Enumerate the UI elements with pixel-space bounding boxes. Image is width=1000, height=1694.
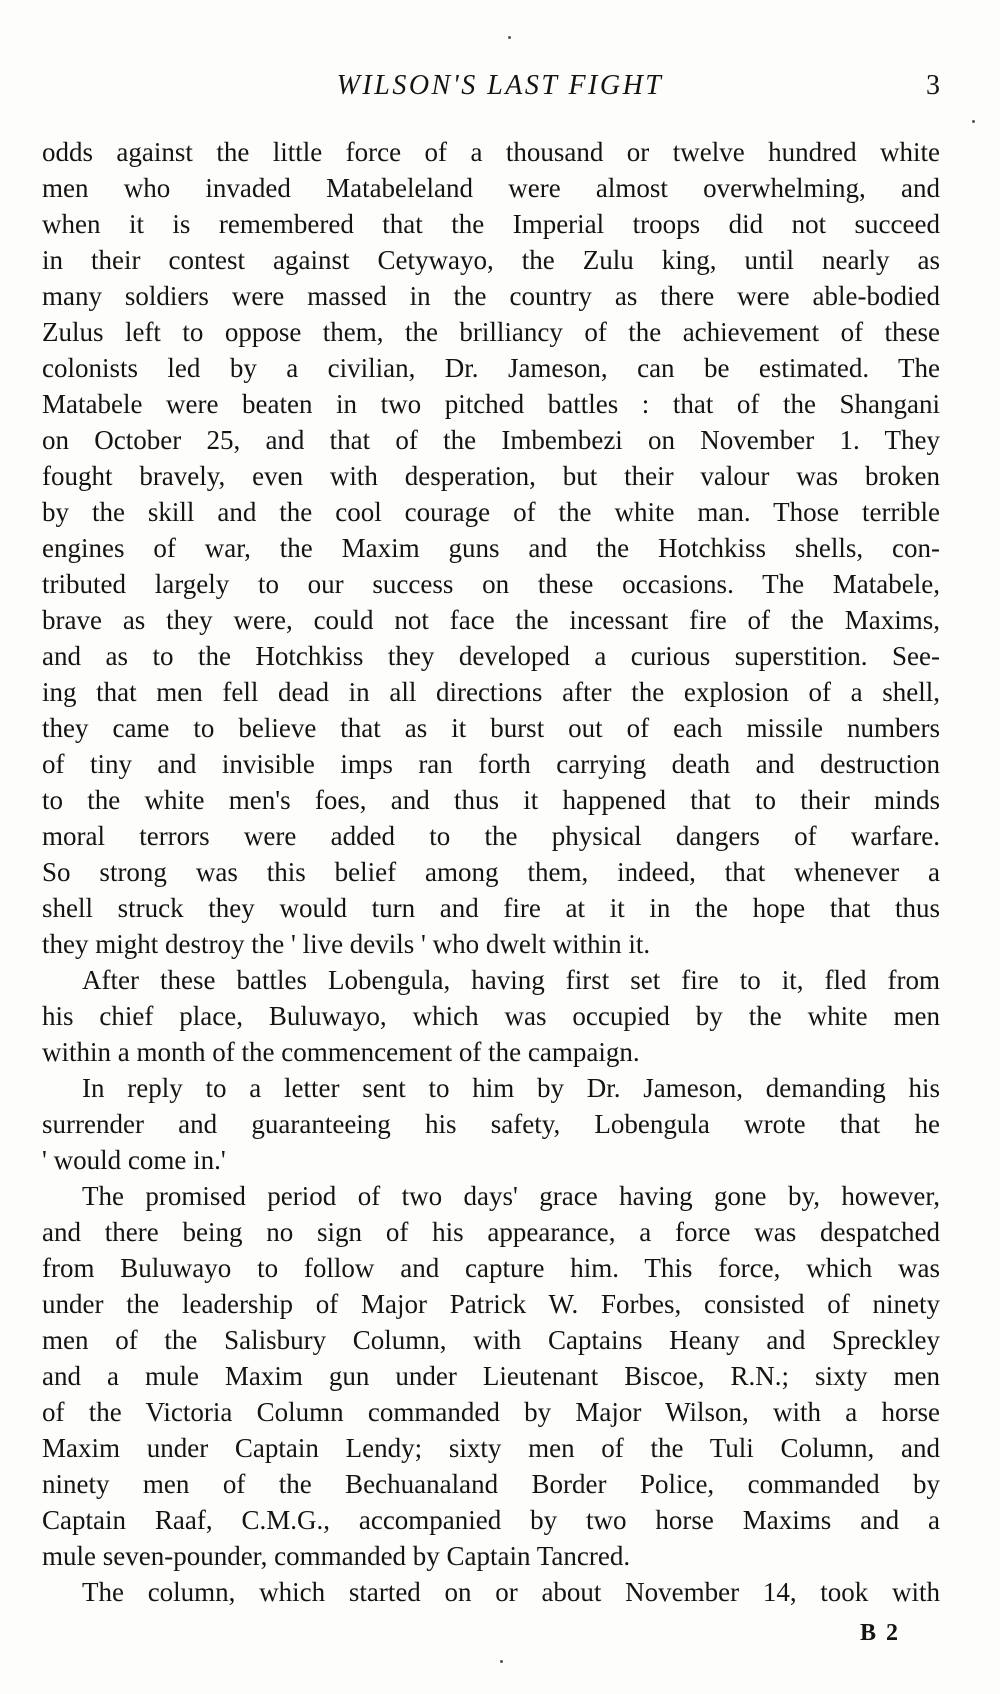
- text-line: by the skill and the cool courage of the white man. Those terrible: [42, 497, 940, 527]
- text-line: tributed largely to our success on these occasions. The Matabele,: [42, 569, 940, 599]
- paper-speck: [508, 36, 511, 39]
- text-line: fought bravely, even with desperation, but their valour was broken: [42, 461, 940, 491]
- text-line: from Buluwayo to follow and capture him. This force, which was: [42, 1253, 940, 1283]
- text-line: of tiny and invisible imps ran forth carrying death and destruction: [42, 749, 940, 779]
- body-text: [42, 134, 940, 1610]
- text-line: Zulus left to oppose them, the brilliancy of the achievement of these: [42, 317, 940, 347]
- text-line: ninety men of the Bechuanaland Border Police, commanded by: [42, 1469, 940, 1499]
- text-line: many soldiers were massed in the country as there were able-bodied: [42, 281, 940, 311]
- text-line: men who invaded Matabeleland were almost overwhelming, and: [42, 173, 940, 203]
- paper-speck: [972, 120, 975, 123]
- text-line: In reply to a letter sent to him by Dr. Jameson, demanding his: [82, 1073, 940, 1103]
- text-line: colonists led by a civilian, Dr. Jameson, can be estimated. The: [42, 353, 940, 383]
- text-line: Maxim under Captain Lendy; sixty men of the Tuli Column, and: [42, 1433, 940, 1463]
- text-line: odds against the little force of a thousand or twelve hundred white: [42, 137, 940, 167]
- text-line: his chief place, Buluwayo, which was occupied by the white men: [42, 1001, 940, 1031]
- text-line: they might destroy the ' live devils ' who dwelt within it.: [42, 929, 651, 959]
- running-head: [0, 70, 1000, 110]
- text-line: mule seven-pounder, commanded by Captain Tancred.: [42, 1541, 631, 1571]
- text-line: and there being no sign of his appearance, a force was despatched: [42, 1217, 940, 1247]
- text-line: ' would come in.': [42, 1145, 226, 1175]
- text-line: ing that men fell dead in all directions after the explosion of a shell,: [42, 677, 940, 707]
- text-line: moral terrors were added to the physical dangers of warfare.: [42, 821, 940, 851]
- text-line: they came to believe that as it burst out of each missile numbers: [42, 713, 940, 743]
- page-number: 3: [926, 70, 940, 101]
- text-line: to the white men's foes, and thus it happened that to their minds: [42, 785, 940, 815]
- text-line: under the leadership of Major Patrick W. Forbes, consisted of ninety: [42, 1289, 940, 1319]
- text-line: when it is remembered that the Imperial troops did not succeed: [42, 209, 940, 239]
- paper-speck: [500, 1660, 503, 1663]
- text-line: on October 25, and that of the Imbembezi on November 1. They: [42, 425, 940, 455]
- text-line: Matabele were beaten in two pitched battles : that of the Shangani: [42, 389, 940, 419]
- text-line: brave as they were, could not face the incessant fire of the Maxims,: [42, 605, 940, 635]
- text-line: within a month of the commencement of the campaign.: [42, 1037, 640, 1067]
- text-line: shell struck they would turn and fire at it in the hope that thus: [42, 893, 940, 923]
- text-line: and a mule Maxim gun under Lieutenant Biscoe, R.N.; sixty men: [42, 1361, 940, 1391]
- text-line: The column, which started on or about November 14, took with: [82, 1577, 940, 1607]
- running-title: WILSON'S LAST FIGHT: [336, 70, 664, 101]
- text-line: of the Victoria Column commanded by Major Wilson, with a horse: [42, 1397, 940, 1427]
- text-line: The promised period of two days' grace having gone by, however,: [82, 1181, 940, 1211]
- text-line: So strong was this belief among them, indeed, that whenever a: [42, 857, 940, 887]
- text-line: and as to the Hotchkiss they developed a curious superstition. See-: [42, 641, 940, 671]
- text-line: in their contest against Cetywayo, the Zulu king, until nearly as: [42, 245, 940, 275]
- text-line: Captain Raaf, C.M.G., accompanied by two horse Maxims and a: [42, 1505, 940, 1535]
- text-line: surrender and guaranteeing his safety, Lobengula wrote that he: [42, 1109, 940, 1139]
- text-line: engines of war, the Maxim guns and the Hotchkiss shells, con-: [42, 533, 940, 563]
- text-line: men of the Salisbury Column, with Captains Heany and Spreckley: [42, 1325, 940, 1355]
- signature-mark: B 2: [859, 1620, 900, 1646]
- text-line: After these battles Lobengula, having first set fire to it, fled from: [82, 965, 940, 995]
